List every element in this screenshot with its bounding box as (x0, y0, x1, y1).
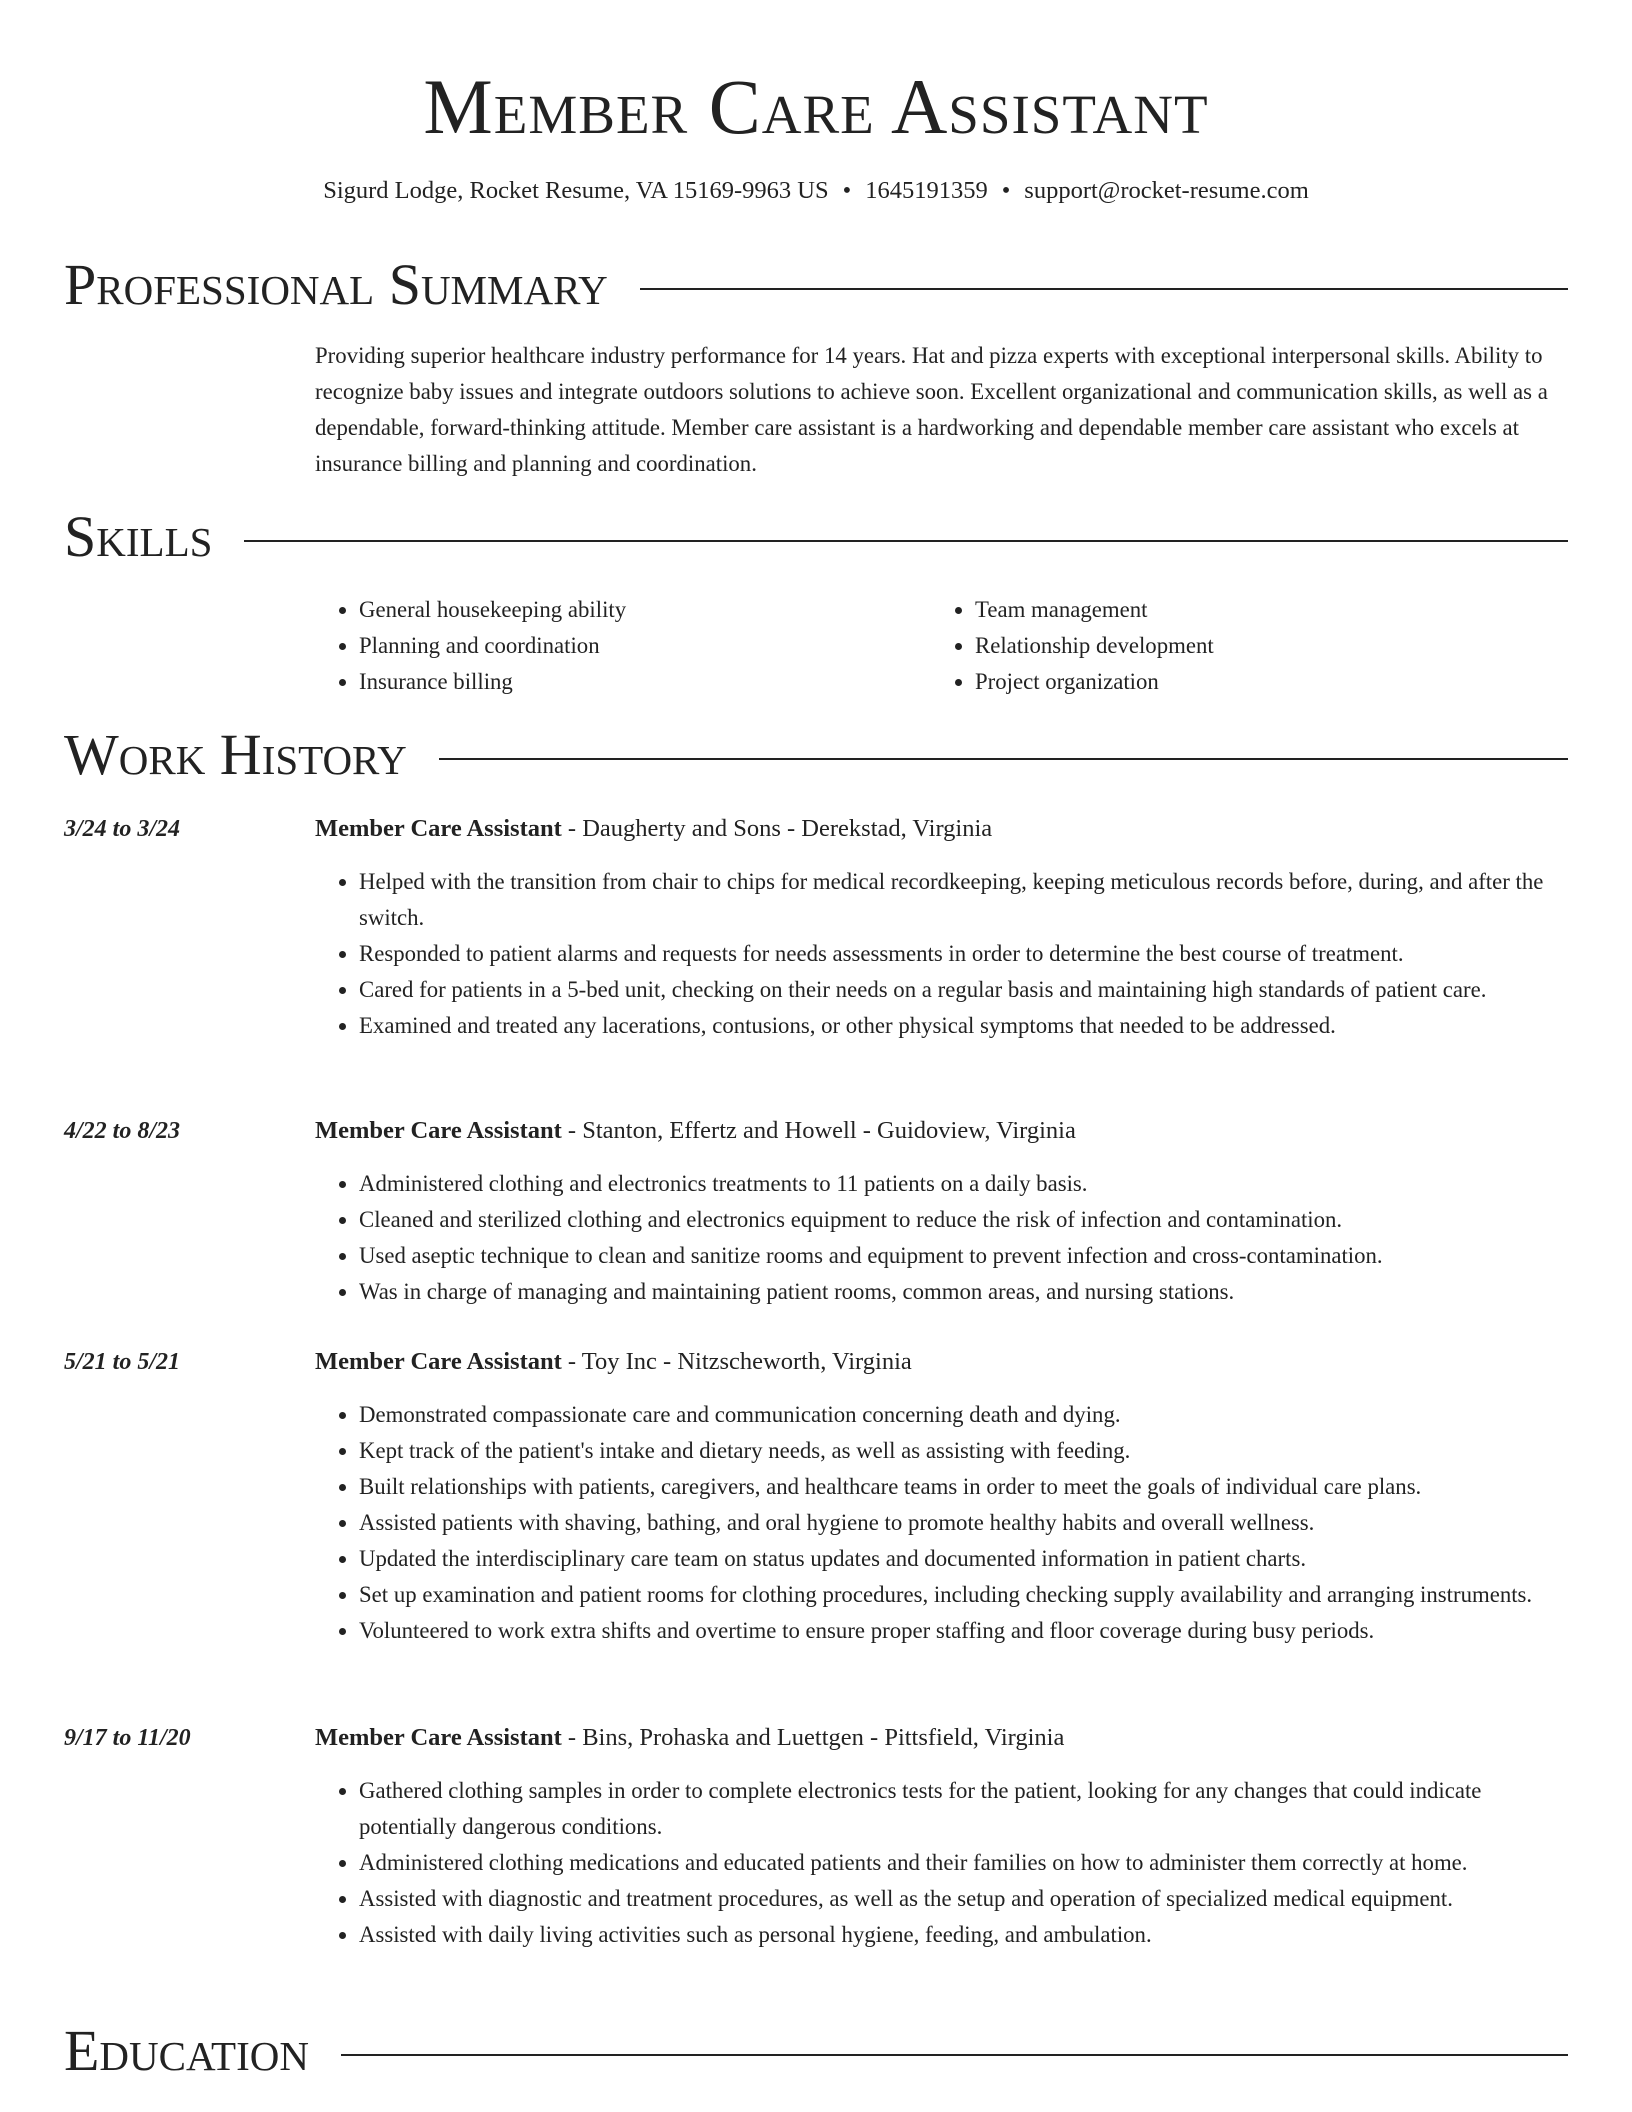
job-bullet: • Set up examination and patient rooms for clothing procedures, including checking supply availability and arranging instruments. (359, 1577, 1568, 1613)
job-heading (315, 1114, 1568, 1148)
job-bullet: • Built relationships with patients, caregivers, and healthcare teams in order to meet the goals of individual care plans. (359, 1469, 1568, 1505)
job-bullet: • Gathered clothing samples in order to complete electronics tests for the patient, looking for any changes that could indicate potentially dangerous conditions. (359, 1773, 1568, 1845)
job-bullet: • Updated the interdisciplinary care team on status updates and documented information in patient charts. (359, 1541, 1568, 1577)
skill-item: • General housekeeping ability (359, 592, 931, 628)
job-employer: - Toy Inc - Nitzscheworth, Virginia (561, 1348, 912, 1375)
skill-item: • Team management (975, 592, 1547, 628)
contact-phone: 1645191359 (865, 177, 988, 204)
job-employer: - Daugherty and Sons - Derekstad, Virginia (561, 815, 993, 842)
job-dates: 9/17 to 11/20 (64, 1725, 191, 1751)
section-title-summary: Professional Summary (64, 252, 608, 317)
job-heading (315, 1345, 1568, 1379)
section-divider (244, 540, 1568, 542)
contact-separator: • (842, 177, 852, 204)
job-bullet: • Administered clothing medications and educated patients and their families on how to administer them correctly at home. (359, 1845, 1568, 1881)
summary-paragraph: Providing superior healthcare industry performance for 14 years. Hat and pizza experts with exceptional interpersonal skills. Ability to recognize baby issues and integrate outdoors solutions to achieve soon. Excellent organizational and communication skills, as well as a dependable, forward-thinking attitude. Member care assistant is a hardworking and dependable member care assistant who excels at insurance billing and planning and coordination. (315, 343, 1548, 476)
section-header-summary (64, 250, 1568, 320)
job-bullet: • Cleaned and sterilized clothing and electronics equipment to reduce the risk of infection and contamination. (359, 1202, 1568, 1238)
section-divider (341, 2054, 1568, 2056)
section-title-skills: Skills (64, 504, 213, 569)
job-bullet: • Examined and treated any lacerations, contusions, or other physical symptoms that needed to be addressed. (359, 1008, 1568, 1044)
contact-separator: • (1001, 177, 1011, 204)
job-bullets (315, 1773, 1568, 1953)
job-heading (315, 812, 1568, 846)
job-bullets (315, 864, 1568, 1044)
job-title: Member Care Assistant (315, 1348, 562, 1375)
job-dates: 4/22 to 8/23 (64, 1118, 181, 1144)
job-dates: 3/24 to 3/24 (64, 816, 181, 842)
job-bullet: • Cared for patients in a 5-bed unit, checking on their needs on a regular basis and maintaining high standards of patient care. (359, 972, 1568, 1008)
contact-line (0, 176, 1632, 206)
job-bullet: • Kept track of the patient's intake and dietary needs, as well as assisting with feeding. (359, 1433, 1568, 1469)
job-bullet: • Assisted with daily living activities such as personal hygiene, feeding, and ambulation. (359, 1917, 1568, 1953)
section-title-work-history: Work History (64, 722, 407, 787)
section-header-skills (64, 502, 1568, 572)
job-bullets (315, 1166, 1568, 1310)
job-bullet: • Volunteered to work extra shifts and overtime to ensure proper staffing and floor coverage during busy periods. (359, 1613, 1568, 1649)
section-header-work-history (64, 720, 1568, 790)
job-bullet: • Responded to patient alarms and requests for needs assessments in order to determine the best course of treatment. (359, 936, 1568, 972)
job-title: Member Care Assistant (315, 1724, 562, 1751)
job-dates: 5/21 to 5/21 (64, 1349, 181, 1375)
job-bullet: • Helped with the transition from chair to chips for medical recordkeeping, keeping meticulous records before, during, and after the switch. (359, 864, 1568, 936)
job-title: Member Care Assistant (315, 1117, 562, 1144)
skills-column-right (931, 592, 1547, 700)
job-bullet: • Assisted patients with shaving, bathing, and oral hygiene to promote healthy habits and overall wellness. (359, 1505, 1568, 1541)
skills-column-left (315, 592, 931, 700)
candidate-name: Member Care Assistant (423, 63, 1209, 150)
job-title: Member Care Assistant (315, 815, 562, 842)
job-bullets (315, 1397, 1568, 1649)
job-bullet: • Used aseptic technique to clean and sanitize rooms and equipment to prevent infection and cross-contamination. (359, 1238, 1568, 1274)
job-bullet: • Was in charge of managing and maintaining patient rooms, common areas, and nursing stations. (359, 1274, 1568, 1310)
skill-item: • Project organization (975, 664, 1547, 700)
job-employer: - Bins, Prohaska and Luettgen - Pittsfield, Virginia (561, 1724, 1065, 1751)
job-employer: - Stanton, Effertz and Howell - Guidoview, Virginia (561, 1117, 1076, 1144)
contact-address: Sigurd Lodge, Rocket Resume, VA 15169-9963 US (323, 177, 829, 204)
skill-item: • Insurance billing (359, 664, 931, 700)
skill-item: • Planning and coordination (359, 628, 931, 664)
section-header-education (64, 2016, 1568, 2086)
section-divider (640, 288, 1568, 290)
contact-email: support@rocket-resume.com (1024, 177, 1309, 204)
skills-list (315, 592, 1568, 700)
job-bullet: • Demonstrated compassionate care and communication concerning death and dying. (359, 1397, 1568, 1433)
job-heading (315, 1721, 1568, 1755)
job-bullet: • Assisted with diagnostic and treatment procedures, as well as the setup and operation of specialized medical equipment. (359, 1881, 1568, 1917)
section-divider (439, 758, 1568, 760)
section-title-education: Education (64, 2018, 309, 2083)
job-bullet: • Administered clothing and electronics treatments to 11 patients on a daily basis. (359, 1166, 1568, 1202)
skill-item: • Relationship development (975, 628, 1547, 664)
